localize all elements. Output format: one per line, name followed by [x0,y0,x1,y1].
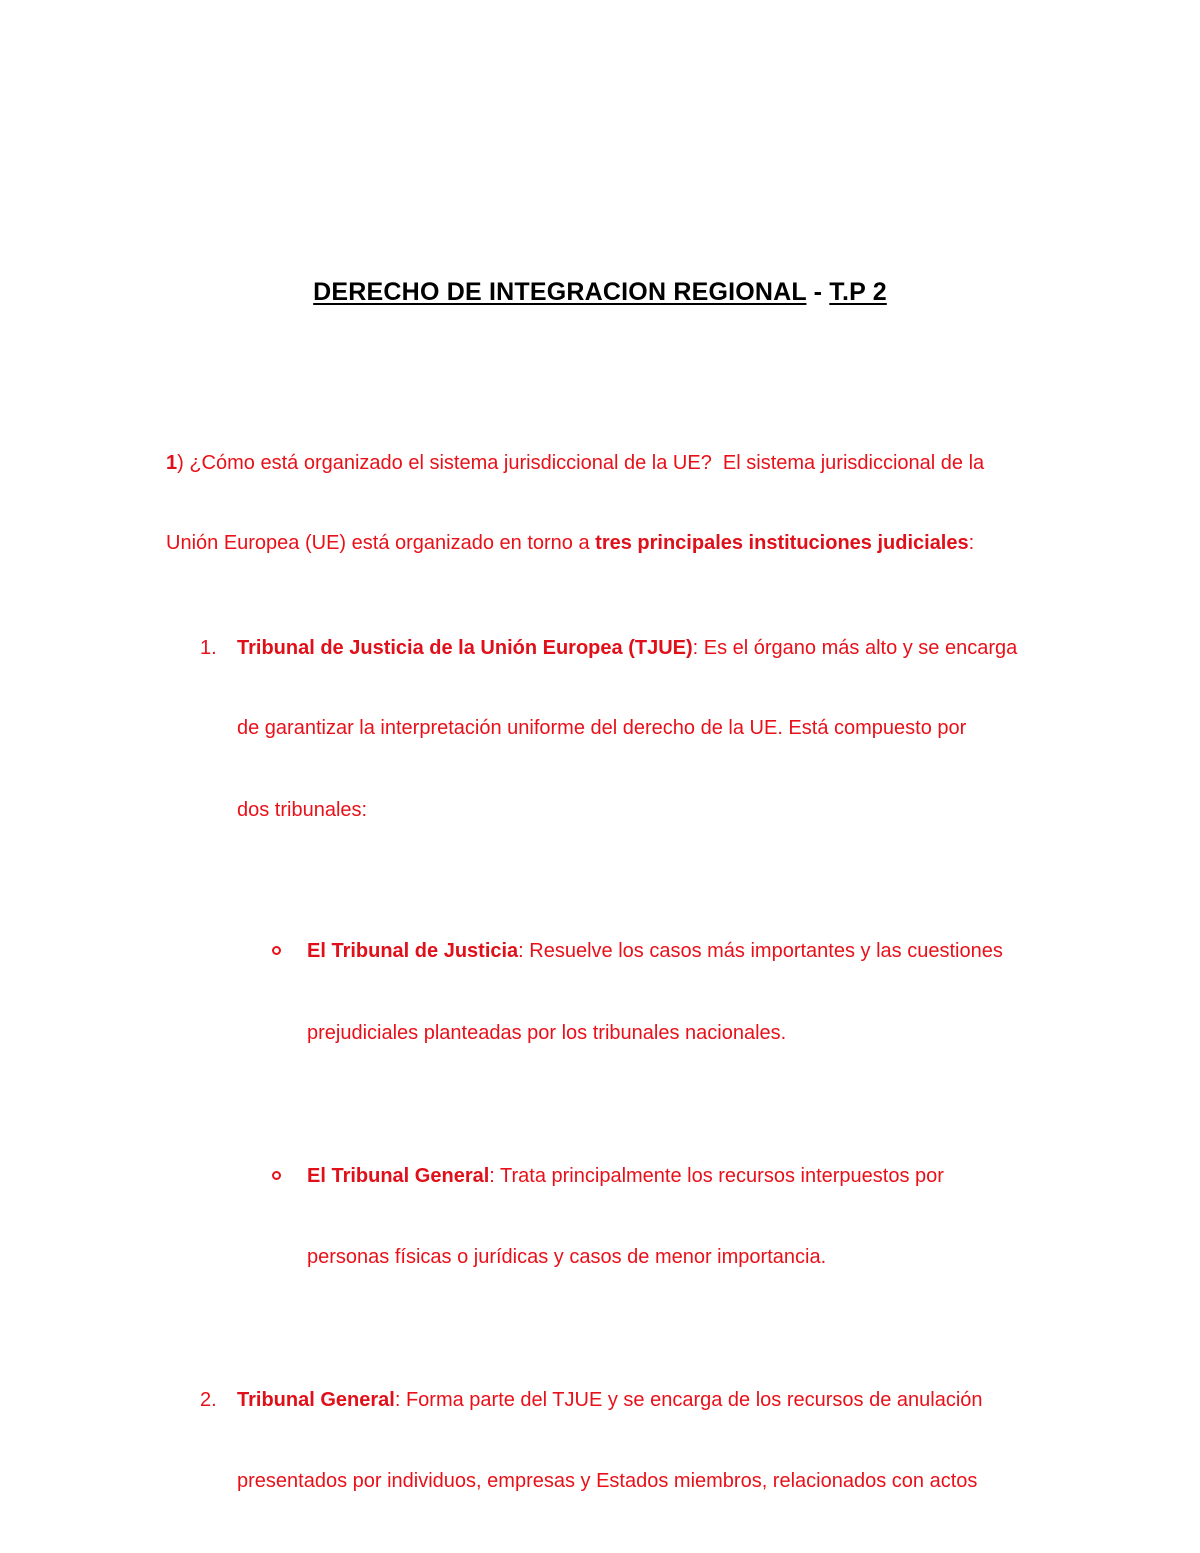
item-1-heading: Tribunal de Justicia de la Unión Europea (TJUE) [237,637,693,659]
item-2-line-1 [237,1389,983,1412]
hollow-bullet-icon [272,1171,281,1180]
title-separator: - [806,278,830,306]
list-marker-1: 1. [200,637,217,659]
item-1-line-2: de garantizar la interpretación uniforme del derecho de la UE. Está compuesto por [237,717,967,739]
sub-item-2-heading: El Tribunal General [307,1165,490,1187]
sub-item-1-line-2: prejudiciales planteadas por los tribunales nacionales. [307,1022,787,1044]
question-1-line-1 [166,452,984,475]
title-suffix: T.P 2 [829,278,887,306]
document-title [0,278,1200,307]
sub-item-2-line-1-rest: : Trata principalmente los recursos interpuestos por [489,1165,944,1187]
title-main: DERECHO DE INTEGRACION REGIONAL [313,278,807,306]
item-1-line-3: dos tribunales: [237,799,368,821]
sub-item-1-line-1-rest: : Resuelve los casos más importantes y las cuestiones [518,940,1003,962]
sub-item-1-line-1 [307,940,1003,963]
item-2-line-1-rest: : Forma parte del TJUE y se encarga de los recursos de anulación [394,1389,983,1411]
question-1-line-2-start: Unión Europea (UE) está organizado en torno a [166,532,596,554]
question-1-number: 1 [166,452,178,474]
question-1-line-2 [166,532,974,555]
sub-item-2-line-1 [307,1165,944,1188]
sub-item-2-line-2: personas físicas o jurídicas y casos de menor importancia. [307,1246,827,1268]
item-2-line-2: presentados por individuos, empresas y Estados miembros, relacionados con actos [237,1470,978,1492]
list-marker-2: 2. [200,1389,217,1411]
question-1-line-2-bold: tres principales instituciones judiciales [595,532,969,554]
sub-item-1-heading: El Tribunal de Justicia [307,940,519,962]
item-1-line-1 [237,637,1017,660]
hollow-bullet-icon [272,946,281,955]
item-1-line-1-rest: : Es el órgano más alto y se encarga [692,637,1018,659]
question-1-text: ) ¿Cómo está organizado el sistema jurisdiccional de la UE? El sistema jurisdiccional de la [177,452,985,474]
question-1-line-2-end: : [968,532,975,554]
item-2-heading: Tribunal General [237,1389,395,1411]
